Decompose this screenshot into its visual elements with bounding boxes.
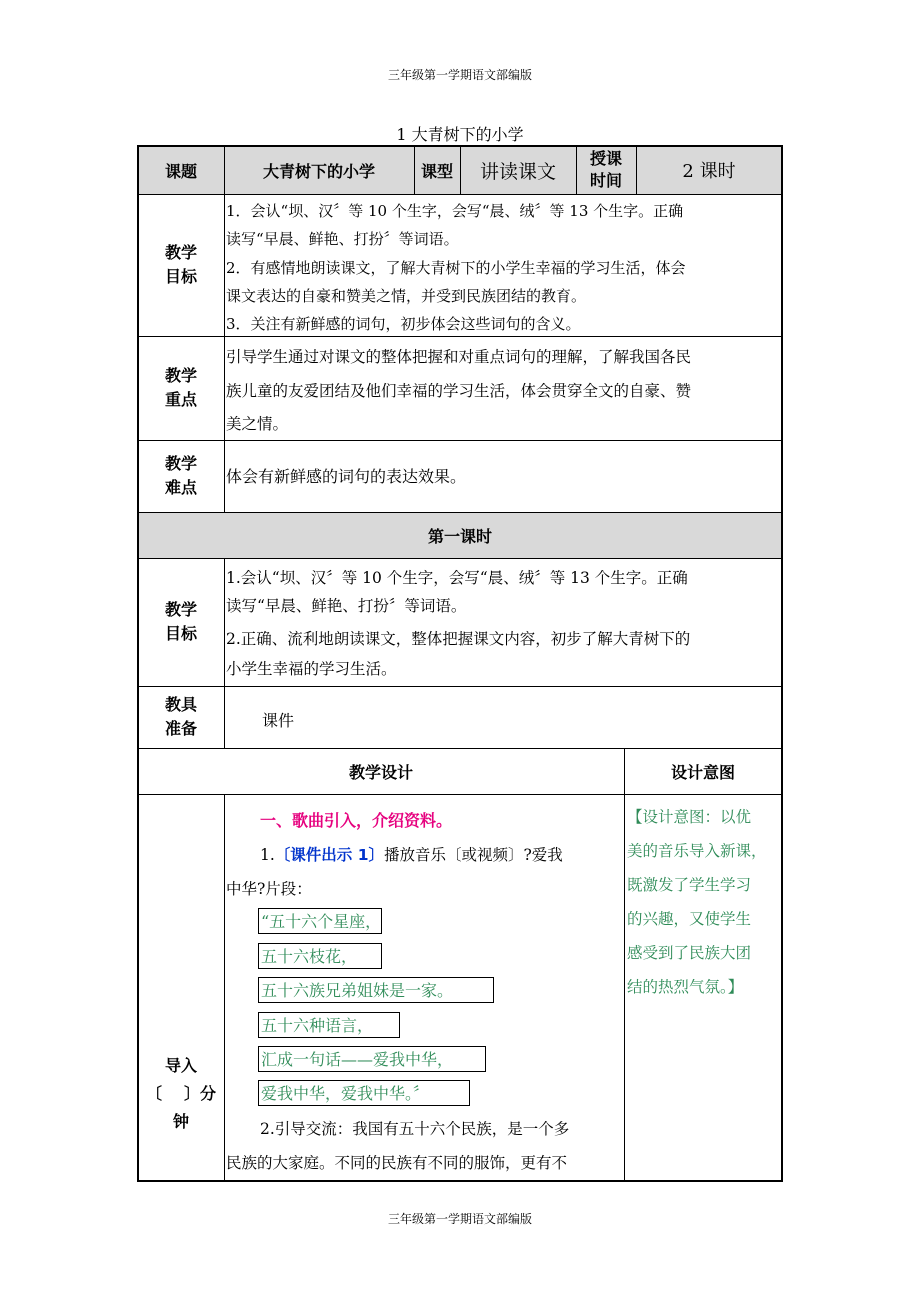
lesson-goals-label-line2: 目标 xyxy=(164,624,197,643)
key-points-label-line1: 教学 xyxy=(164,366,197,385)
key-points-line-1: 引导学生通过对课文的整体把握和对重点词句的理解，了解我国各民 xyxy=(226,348,692,366)
lyric-line-5: 汇成一句话——爱我中华， xyxy=(258,1046,486,1072)
section-title: 一、歌曲引入，介绍资料。 xyxy=(260,811,453,830)
intent-line-6: 结的热烈气氛。】 xyxy=(627,978,744,996)
key-points-label xyxy=(138,336,224,440)
step1-line1 xyxy=(260,840,563,870)
difficulties-label xyxy=(138,440,224,512)
time-value: 2 课时 xyxy=(682,161,736,182)
courseware-highlight: 〔课件出示 1〕 xyxy=(274,846,384,864)
stage-paren-close: 〕分 xyxy=(183,1084,216,1103)
goals-line-4: 课文表达的自豪和赞美之情，并受到民族团结的教育。 xyxy=(226,287,587,305)
grid-line xyxy=(138,512,783,513)
key-points-line-2: 族儿童的友爱团结及他们幸福的学习生活，体会贯穿全文的自豪、赞 xyxy=(226,382,692,400)
page-header: 三年级第一学期语文部编版 xyxy=(387,68,532,82)
stage-label xyxy=(138,1052,224,1142)
grid-line xyxy=(224,145,225,512)
step1-prefix: 1. xyxy=(260,846,275,864)
time-label xyxy=(576,146,636,194)
step2-line2: 民族的大家庭。不同的民族有不同的服饰，更有不 xyxy=(226,1154,568,1172)
time-label-line2: 时间 xyxy=(589,171,622,190)
grid-line xyxy=(137,145,139,1182)
goals-line-3: 2．有感情地朗读课文，了解大青树下的小学生幸福的学习生活，体会 xyxy=(226,259,686,277)
intent-line-1: 【设计意图：以优 xyxy=(627,808,752,826)
intent-line-4: 的兴趣，又使学生 xyxy=(627,910,752,928)
grid-line xyxy=(138,794,783,795)
lyric-line-1: “五十六个星座， xyxy=(258,908,382,934)
intent-column-header: 设计意图 xyxy=(670,762,735,782)
step2-line1: 2.引导交流：我国有五十六个民族，是一个多 xyxy=(260,1120,570,1138)
tools-label-line2: 准备 xyxy=(164,719,197,738)
grid-line xyxy=(781,145,783,1182)
step1-rest: 播放音乐〔或视频〕?爱我 xyxy=(383,846,563,864)
design-column-header: 教学设计 xyxy=(348,762,413,782)
grid-line xyxy=(138,748,783,749)
grid-line xyxy=(576,145,577,194)
first-lesson-heading: 第一课时 xyxy=(138,512,782,558)
page-title: 1 大青树下的小学 xyxy=(396,125,524,144)
key-points-line-3: 美之情。 xyxy=(226,415,289,433)
type-label: 课型 xyxy=(420,161,453,181)
lesson-goals-label xyxy=(138,558,224,686)
grid-line xyxy=(460,145,461,194)
grid-line xyxy=(138,440,783,441)
type-value: 讲读课文 xyxy=(479,160,556,183)
tools-label-line1: 教具 xyxy=(164,695,197,714)
lesson-goals-line-4: 小学生幸福的学习生活。 xyxy=(226,660,397,678)
grid-line xyxy=(624,748,625,1181)
time-label-line1: 授课 xyxy=(589,149,622,168)
grid-line xyxy=(138,194,783,195)
lesson-goals-line-3: 2.正确、流利地朗读课文，整体把握课文内容，初步了解大青树下的 xyxy=(226,630,691,648)
goals-label xyxy=(138,194,224,336)
lesson-goals-line-2: 读写“早晨、鲜艳、打扮〞等词语。 xyxy=(226,597,467,615)
grid-line xyxy=(224,558,225,748)
grid-line xyxy=(138,1180,783,1182)
tools-label xyxy=(138,686,224,748)
goals-label-line2: 目标 xyxy=(164,267,197,286)
stage-label-line1: 导入 xyxy=(164,1056,197,1075)
lesson-goals-line-1: 1.会认“坝、汉〞等 10 个生字，会写“晨、绒〞等 13 个生字。正确 xyxy=(226,569,688,587)
topic-value: 大青树下的小学 xyxy=(262,161,375,181)
goals-line-5: 3．关注有新鲜感的词句，初步体会这些词句的含义。 xyxy=(226,315,581,333)
step1-line2: 中华?片段： xyxy=(226,880,312,898)
grid-line xyxy=(138,336,783,337)
lyric-line-2: 五十六枝花， xyxy=(258,943,382,969)
lyric-line-4: 五十六种语言， xyxy=(258,1012,400,1038)
grid-line xyxy=(414,145,415,194)
grid-line xyxy=(138,558,783,559)
intent-line-5: 感受到了民族大团 xyxy=(627,944,752,962)
key-points-label-line2: 重点 xyxy=(164,390,197,409)
tools-value: 课件 xyxy=(262,711,295,730)
topic-label: 课题 xyxy=(164,161,197,181)
lesson-goals-label-line1: 教学 xyxy=(164,600,197,619)
goals-line-1: 1．会认“坝、汉〞等 10 个生字，会写“晨、绒〞等 13 个生字。正确 xyxy=(226,202,684,220)
page-footer: 三年级第一学期语文部编版 xyxy=(387,1212,532,1226)
grid-line xyxy=(224,794,225,1181)
intent-line-2: 美的音乐导入新课， xyxy=(627,842,767,860)
stage-label-line2 xyxy=(138,1080,224,1108)
difficulties-text: 体会有新鲜感的词句的表达效果。 xyxy=(226,467,467,486)
goals-line-2: 读写“早晨、鲜艳、打扮〞等词语。 xyxy=(226,230,459,248)
goals-label-line1: 教学 xyxy=(164,243,197,262)
difficulties-label-line1: 教学 xyxy=(164,454,197,473)
lyric-line-3: 五十六族兄弟姐妹是一家。 xyxy=(258,977,494,1003)
difficulties-label-line2: 难点 xyxy=(164,478,197,497)
intent-line-3: 既激发了学生学习 xyxy=(627,876,752,894)
lyric-line-6: 爱我中华，爱我中华。〞 xyxy=(258,1080,470,1106)
grid-line xyxy=(636,145,637,194)
stage-paren-open: 〔 xyxy=(146,1084,163,1103)
stage-label-line3: 钟 xyxy=(172,1112,189,1131)
grid-line xyxy=(138,686,783,687)
